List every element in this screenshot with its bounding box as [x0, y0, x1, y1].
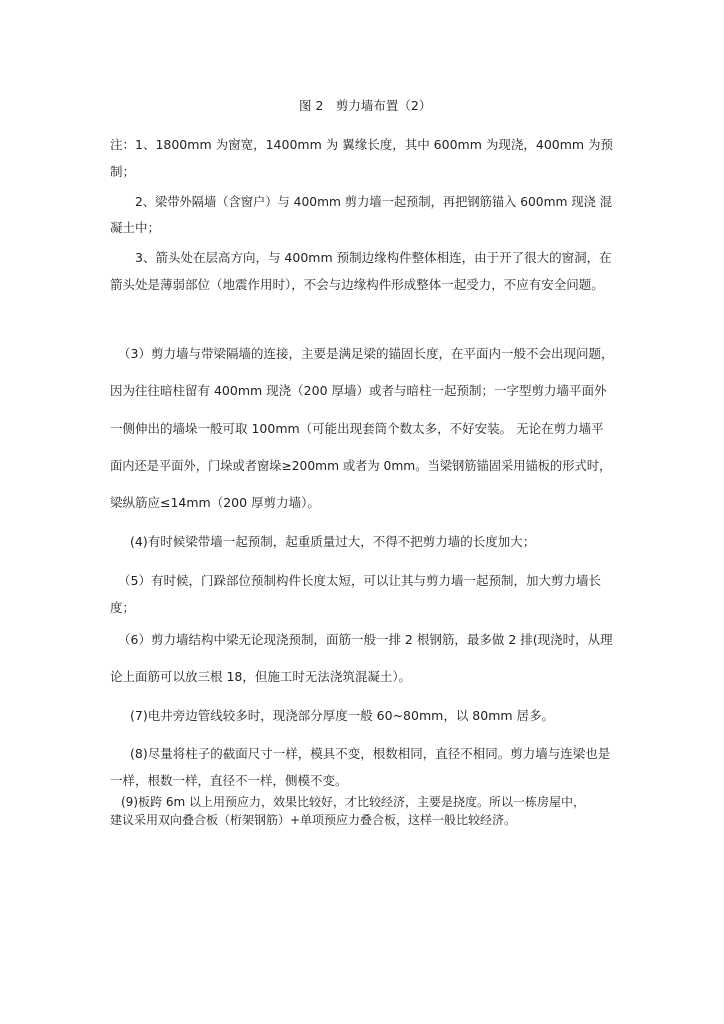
- note-line: 注：1、1800mm 为窗宽，1400mm 为 翼缘长度，其中 600mm 为现浇，400mm 为预: [110, 137, 614, 152]
- paragraph-line: 度；: [110, 600, 136, 615]
- paragraph-line: (8)尽量将柱子的截面尺寸一样，模具不变，根数相同，直径不相同。剪力墙与连梁也是: [130, 746, 611, 761]
- note-line: 凝土中；: [110, 220, 161, 235]
- paragraph-line: （5）有时候，门跺部位预制构件长度太短，可以让其与剪力墙一起预制，加大剪力墙长: [118, 573, 601, 588]
- note-line: 箭头处是薄弱部位（地震作用时），不会与边缘构件形成整体一起受力，不应有安全问题。: [110, 277, 604, 292]
- paragraph-line: （3）剪力墙与带梁隔墙的连接，主要是满足梁的锚固长度，在平面内一般不会出现问题，: [118, 346, 614, 361]
- paragraph-line: 一侧伸出的墙垛一般可取 100mm（可能出现套筒个数太多，不好安装。 无论在剪力墙平: [110, 421, 604, 436]
- paragraph-line: 一样，根数一样，直径不一样，侧模不变。: [110, 773, 348, 788]
- paragraph-line: (7)电井旁边管线较多时，现浇部分厚度一般 60~80mm，以 80mm 居多。: [130, 708, 555, 723]
- figure-caption: 图 2 剪力墙布置（2）: [299, 98, 432, 113]
- paragraph-line: 因为往往暗柱留有 400mm 现浇（200 厚墙）或者与暗柱一起预制；一字型剪力墙平面外: [110, 383, 607, 398]
- note-line: 制；: [110, 164, 136, 179]
- note-line: 3、箭头处在层高方向，与 400mm 预制边缘构件整体相连，由于开了很大的窗洞，在: [135, 250, 612, 265]
- paragraph-line: 建议采用双向叠合板（桁架钢筋）+单项预应力叠合板，这样一般比较经济。: [110, 813, 517, 827]
- paragraph-line: (9)板跨 6m 以上用预应力，效果比较好，才比较经济，主要是挠度。所以一栋房屋中，: [121, 795, 585, 809]
- paragraph-line: （6）剪力墙结构中梁无论现浇预制，面筋一般一排 2 根钢筋，最多做 2 排(现浇时，从理: [118, 632, 613, 647]
- paragraph-line: 面内还是平面外，门垛或者窗垛≥200mm 或者为 0mm。当梁钢筋锚固采用锚板的形式时，: [110, 459, 612, 473]
- paragraph-line: (4)有时候梁带墙一起预制，起重质量过大，不得不把剪力墙的长度加大；: [130, 534, 536, 549]
- paragraph-line: 梁纵筋应≤14mm（200 厚剪力墙）。: [110, 495, 320, 510]
- paragraph-line: 论上面筋可以放三根 18，但施工时无法浇筑混凝土）。: [110, 669, 412, 684]
- note-line: 2、梁带外隔墙（含窗户）与 400mm 剪力墙一起预制，再把钢筋锚入 600mm 现浇 混: [135, 195, 613, 209]
